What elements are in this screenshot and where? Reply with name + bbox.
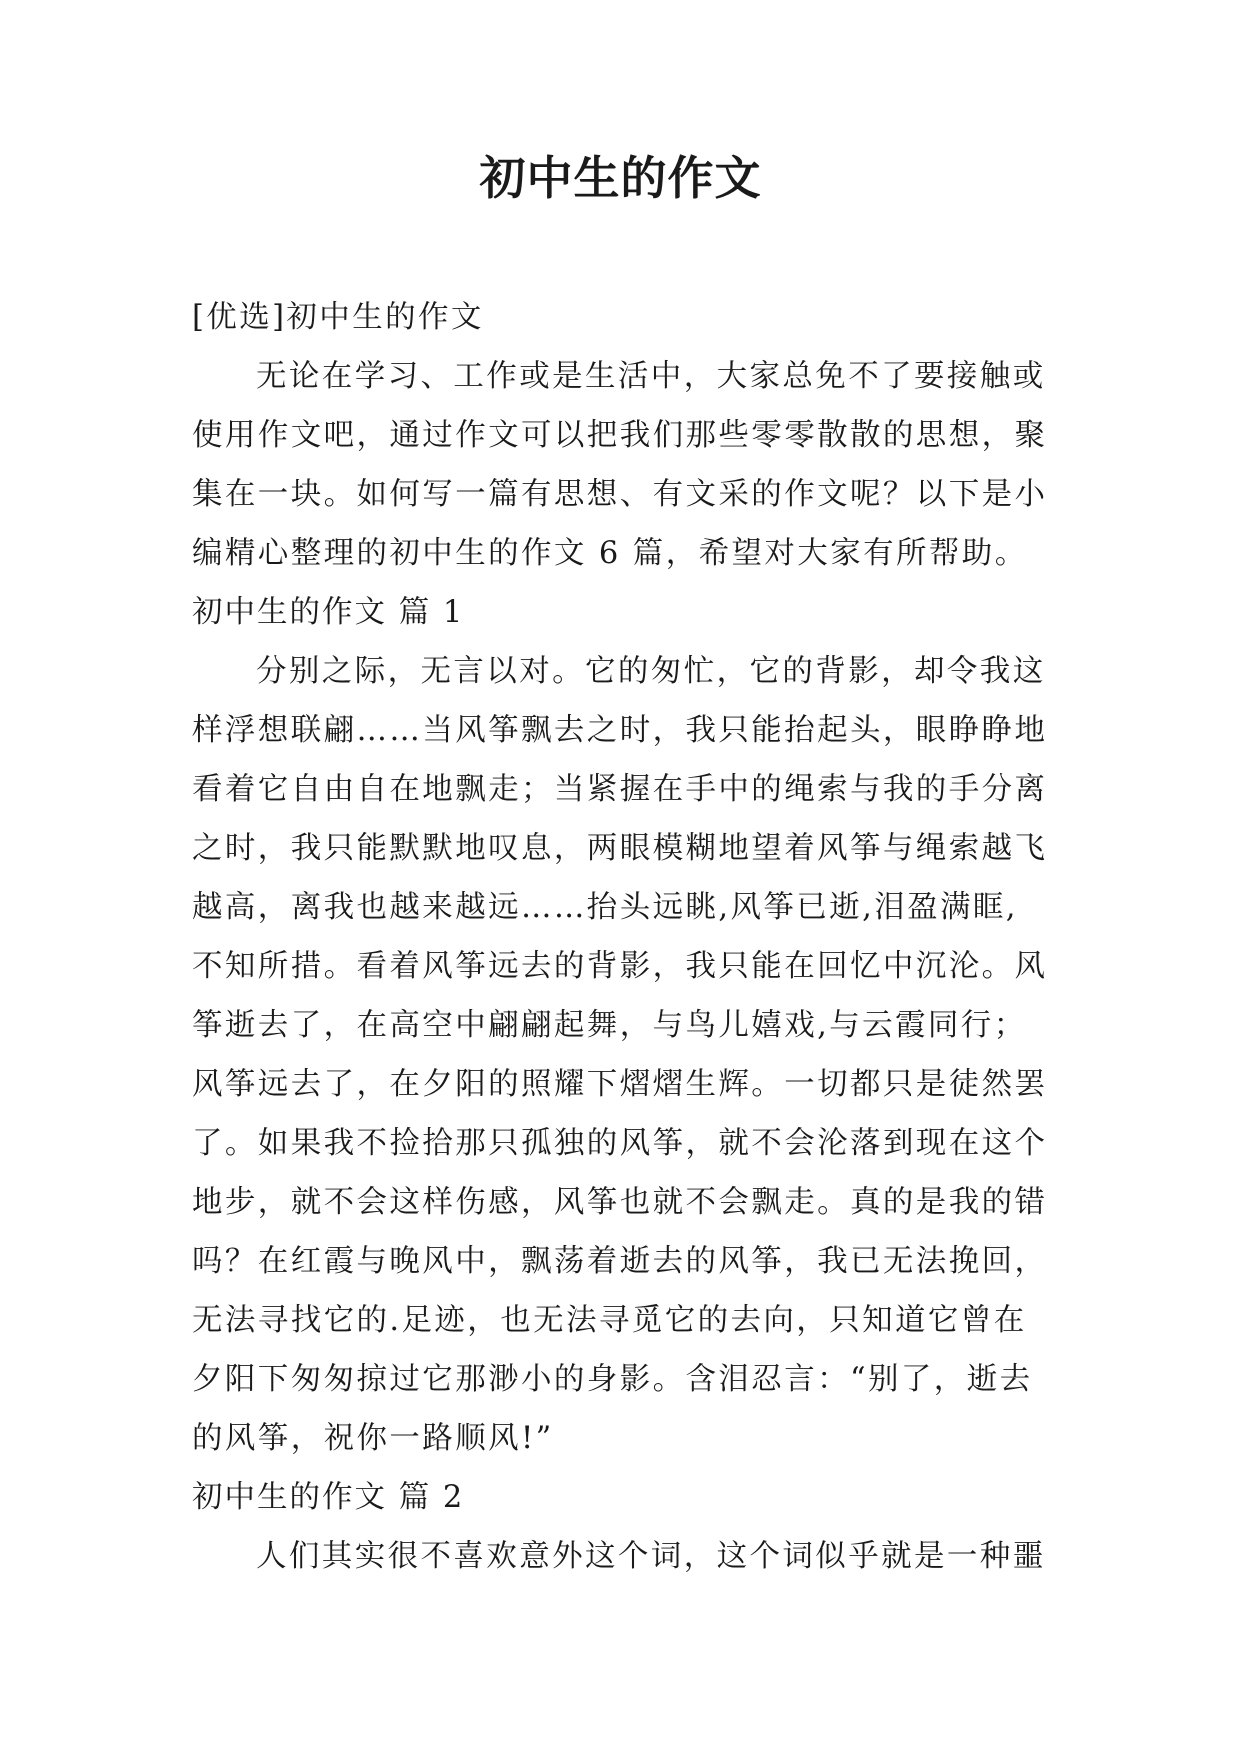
paragraph-line: 人们其实很不喜欢意外这个词，这个词似乎就是一种噩 [256,1539,1046,1574]
paragraph-line: 夕阳下匆匆掠过它那渺小的身影。含泪忍言：“别了，逝去 [192,1362,1033,1397]
paragraph-line: 之时，我只能默默地叹息，两眼模糊地望着风筝与绳索越飞 [192,831,1048,866]
paragraph-line: 使用作文吧，通过作文可以把我们那些零零散散的思想，聚 [192,418,1048,453]
document-title: 初中生的作文 [479,151,762,205]
document-body [192,288,1054,1586]
paragraph-line: 编精心整理的初中生的作文 6 篇，希望对大家有所帮助。 [192,536,1028,571]
paragraph-line: 无论在学习、工作或是生活中，大家总免不了要接触或 [256,359,1046,394]
paragraph-line: 风筝远去了，在夕阳的照耀下熠熠生辉。一切都只是徒然罢 [192,1067,1048,1102]
paragraph-line: 集在一块。如何写一篇有思想、有文采的作文呢？以下是小 [192,477,1048,512]
paragraph-line: 地步，就不会这样伤感，风筝也就不会飘走。真的是我的错 [192,1185,1048,1220]
paragraph-line: 分别之际，无言以对。它的匆忙，它的背影，却令我这 [256,654,1046,689]
paragraph-line: 了。如果我不捡拾那只孤独的风筝，就不会沦落到现在这个 [192,1126,1048,1161]
paragraph-line: 看着它自由自在地飘走；当紧握在手中的绳索与我的手分离 [192,772,1048,807]
paragraph-line: 不知所措。看着风筝远去的背影，我只能在回忆中沉沦。风 [192,949,1048,984]
section-heading: 初中生的作文 篇 1 [192,595,465,630]
paragraph-line: 吗？在红霞与晚风中，飘荡着逝去的风筝，我已无法挽回， [192,1244,1048,1279]
subtitle-line: [优选]初中生的作文 [192,300,484,335]
paragraph-line: 无法寻找它的.足迹，也无法寻觅它的去向，只知道它曾在 [192,1303,1027,1338]
paragraph-line: 越高，离我也越来越远……抬头远眺,风筝已逝,泪盈满眶, [192,890,1018,925]
paragraph-line: 的风筝，祝你一路顺风!” [192,1421,554,1456]
section-heading: 初中生的作文 篇 2 [192,1480,465,1515]
paragraph-line: 筝逝去了，在高空中翩翩起舞，与鸟儿嬉戏,与云霞同行； [192,1008,1027,1043]
paragraph-line: 样浮想联翩……当风筝飘去之时，我只能抬起头，眼睁睁地 [192,713,1048,748]
